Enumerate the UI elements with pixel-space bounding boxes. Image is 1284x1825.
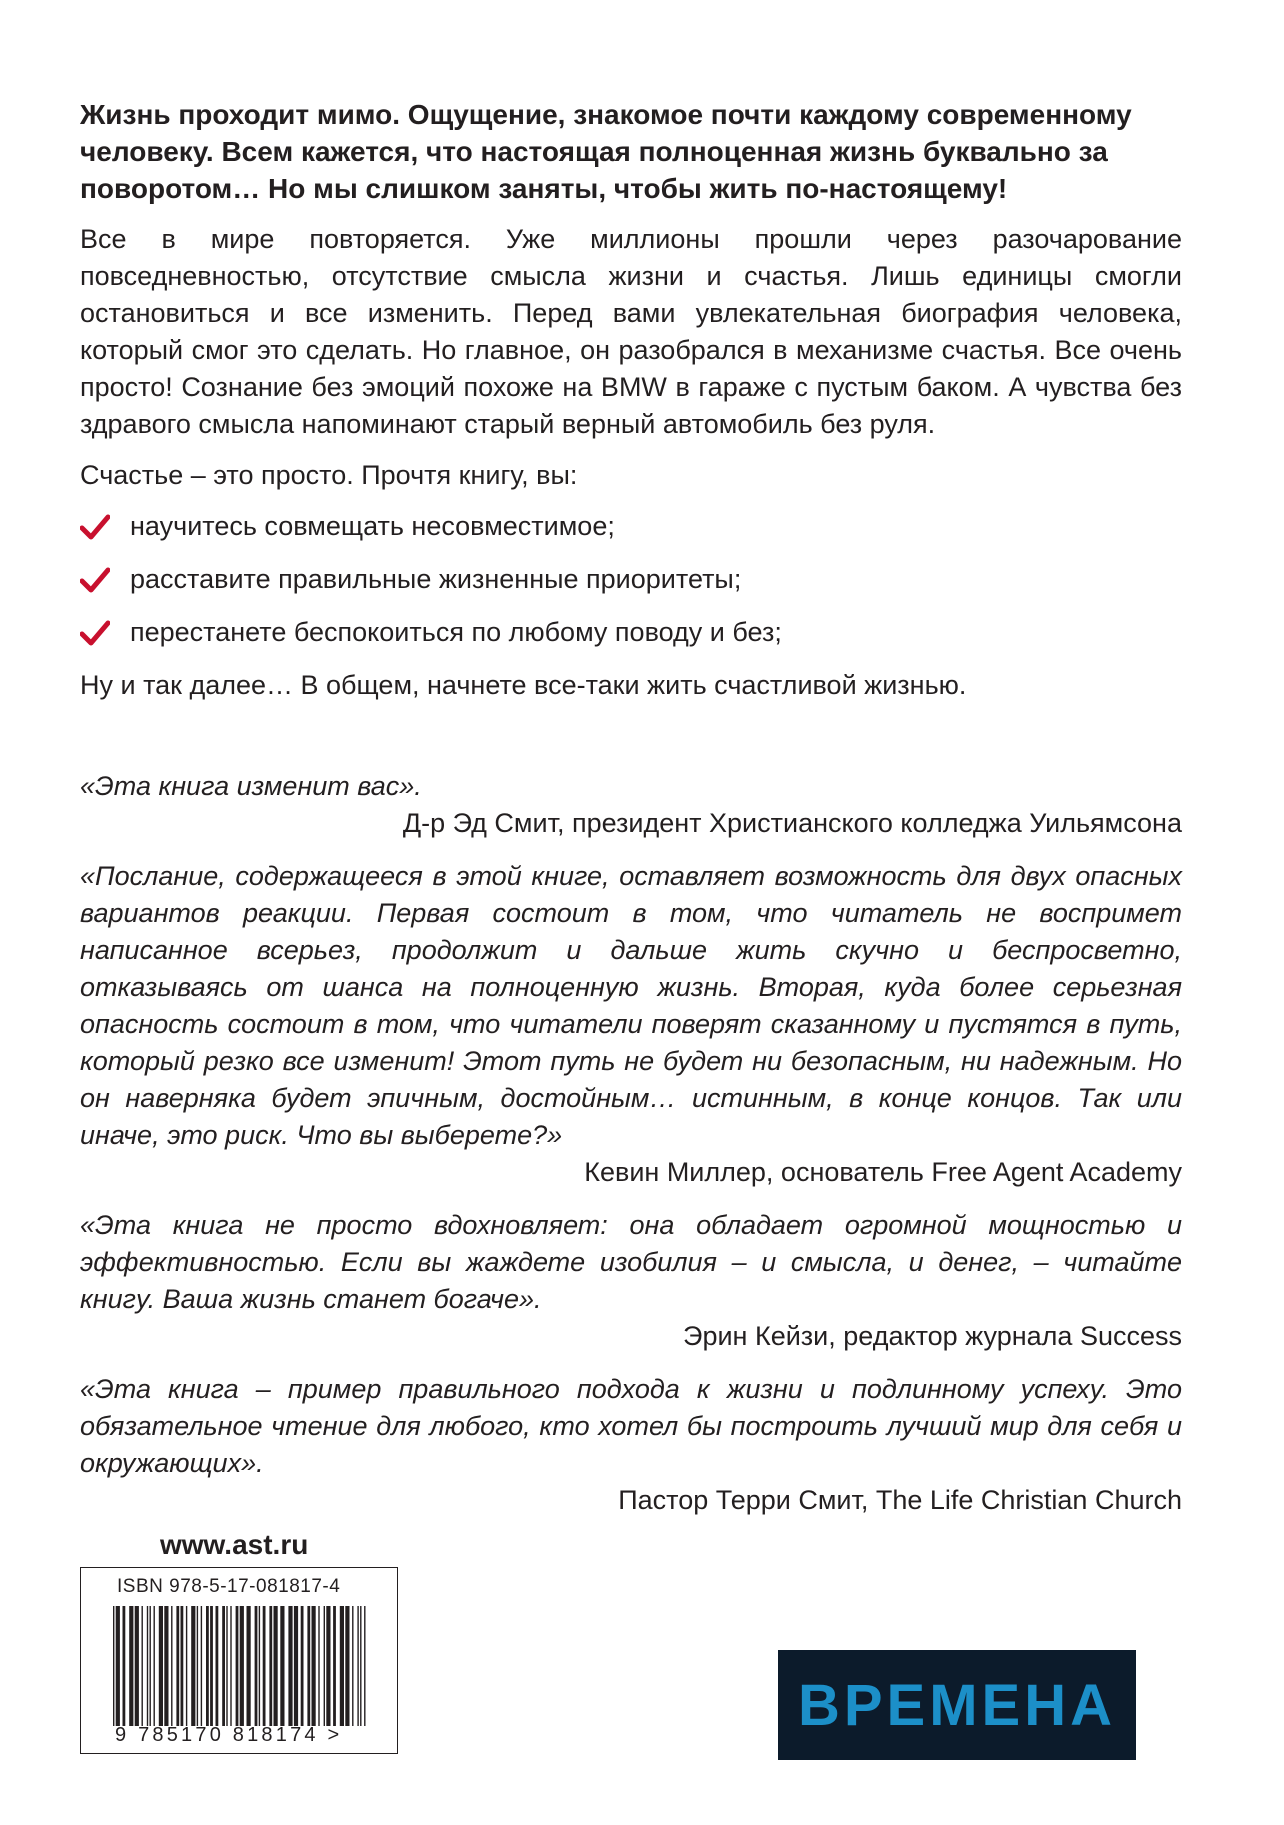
barcode-bar (312, 1606, 316, 1726)
testimonial-author: Кевин Миллер, основатель Free Agent Academy (584, 1157, 1182, 1187)
list-intro: Счастье – это просто. Прочтя книгу, вы: (80, 460, 578, 490)
barcode-bar (301, 1606, 304, 1726)
barcode-bar (269, 1606, 272, 1726)
barcode-bar (259, 1606, 260, 1726)
publisher-logo-text: ВРЕМЕНА (797, 1672, 1117, 1738)
barcode-bar (222, 1606, 225, 1726)
barcode-bar (255, 1606, 258, 1726)
barcode-bar (116, 1606, 120, 1726)
barcode-bar (326, 1606, 330, 1726)
barcode-bar (345, 1606, 349, 1726)
barcode-bar (129, 1606, 133, 1726)
list-item (80, 614, 1182, 651)
barcode-bar (201, 1606, 202, 1726)
barcode-bars (111, 1606, 371, 1726)
barcode-bar (340, 1606, 344, 1726)
list-item-label: перестанете беспокоиться по любому поводу и без; (130, 617, 782, 647)
barcode-bar (164, 1606, 168, 1726)
list-item-label: научитесь совмещать несовместимое; (130, 511, 615, 541)
barcode-bar (171, 1606, 172, 1726)
barcode-bar (352, 1606, 353, 1726)
isbn-number: ISBN 978-5-17-081817-4 (117, 1576, 341, 1597)
barcode-bar (191, 1606, 195, 1726)
barcode-bar (147, 1606, 148, 1726)
isbn-barcode (80, 1567, 398, 1754)
testimonial-quote: «Эта книга – пример правильного подхода к жизни и подлинному успеху. Это обязательное чтение для любого, кто хотел бы построить лучший мир для себя и окружающих». (80, 1374, 1182, 1478)
barcode-bar (176, 1606, 179, 1726)
barcode-bar (247, 1606, 251, 1726)
barcode-digits: 9 785170 818174 > (115, 1724, 343, 1746)
testimonial-quote: «Эта книга не просто вдохновляет: она обладает огромной мощностью и эффективностью. Если вы жаждете изобилия – и смысла, и денег, – читайте книгу. Ваша жизнь станет богаче». (80, 1210, 1182, 1314)
barcode-bar (263, 1606, 266, 1726)
barcode-bar (333, 1606, 336, 1726)
lead-paragraph: Жизнь проходит мимо. Ощущение, знакомое почти каждому современному человеку. Всем кажется, что настоящая полноценная жизнь буквально за поворотом… Но мы слишком заняты, чтобы жить по-настоящему! (80, 99, 1132, 204)
barcode-bar (274, 1606, 278, 1726)
publisher-website: www.ast.ru (160, 1529, 309, 1560)
testimonial-author: Д-р Эд Смит, президент Христианского колледжа Уильямсона (402, 808, 1182, 838)
barcode-bar (206, 1606, 209, 1726)
testimonial-author: Эрин Кейзи, редактор журнала Success (683, 1321, 1182, 1351)
check-mark-icon (80, 514, 110, 540)
barcode-bar (123, 1606, 126, 1726)
barcode-bar (360, 1606, 361, 1726)
barcode-bar (236, 1606, 239, 1726)
barcode-bar (307, 1606, 310, 1726)
barcode-bar (181, 1606, 184, 1726)
testimonial-quote: «Эта книга изменит вас». (80, 771, 422, 801)
barcode-bar (135, 1606, 139, 1726)
barcode-bar (226, 1606, 227, 1726)
barcode-bar (324, 1606, 325, 1726)
barcode-bar (357, 1606, 358, 1726)
list-item (80, 561, 1182, 598)
barcode-bar (240, 1606, 244, 1726)
testimonial-quote: «Послание, содержащееся в этой книге, оставляет возможность для двух опасных вариантов реакции. Первая состоит в том, что читатель не воспримет написанное всерьез, продолжит и дальше жить скучно и беспросветно, отказываясь от шанса на полноценную жизнь. Вторая, куда более серьезная опасность состоит в том, что читатели поверят сказанному и пустятся в путь, который резко все изменит! Этот путь не будет ни безопасным, ни надежным. Но он наверняка будет эпичным, достойным… истинным, в конце концов. Так или иначе, это риск. Что вы выберете?» (80, 861, 1182, 1150)
check-mark-icon (80, 620, 110, 646)
barcode-bar (364, 1606, 365, 1726)
check-mark-icon (80, 567, 110, 593)
publisher-logo (778, 1650, 1136, 1760)
barcode-bar (294, 1606, 298, 1726)
description-paragraph: Все в мире повторяется. Уже миллионы прошли через разочарование повседневностью, отсутствие смысла жизни и счастья. Лишь единицы смогли остановиться и все изменить. Перед вами увлекательная биография человека, который смог это сделать. Но главное, он разобрался в механизме счастья. Все очень просто! Сознание без эмоций похоже на BMW в гараже с пустым баком. А чувства без здравого смысла напоминают старый верный автомобиль без руля. (80, 224, 1182, 439)
barcode-bar (230, 1606, 231, 1726)
testimonial-author: Пастор Терри Смит, The Life Christian Church (618, 1485, 1182, 1515)
barcode-bar (159, 1606, 163, 1726)
testimonials (80, 768, 1182, 1519)
barcode-bar (113, 1606, 114, 1726)
barcode-bar (142, 1606, 143, 1726)
barcode-bar (150, 1606, 151, 1726)
barcode-bar (186, 1606, 187, 1726)
barcode-bar (197, 1606, 198, 1726)
barcode-bar (280, 1606, 284, 1726)
back-cover-text (80, 96, 1182, 1535)
list-item (80, 508, 1182, 545)
benefits-list (80, 508, 1182, 651)
barcode-bar (216, 1606, 219, 1726)
list-item-label: расставите правильные жизненные приоритеты; (130, 564, 742, 594)
barcode-bar (210, 1606, 213, 1726)
barcode-bar (318, 1606, 319, 1726)
closing-paragraph: Ну и так далее… В общем, начнете все-таки жить счастливой жизнью. (80, 670, 967, 700)
barcode-bar (154, 1606, 155, 1726)
barcode-bar (288, 1606, 292, 1726)
